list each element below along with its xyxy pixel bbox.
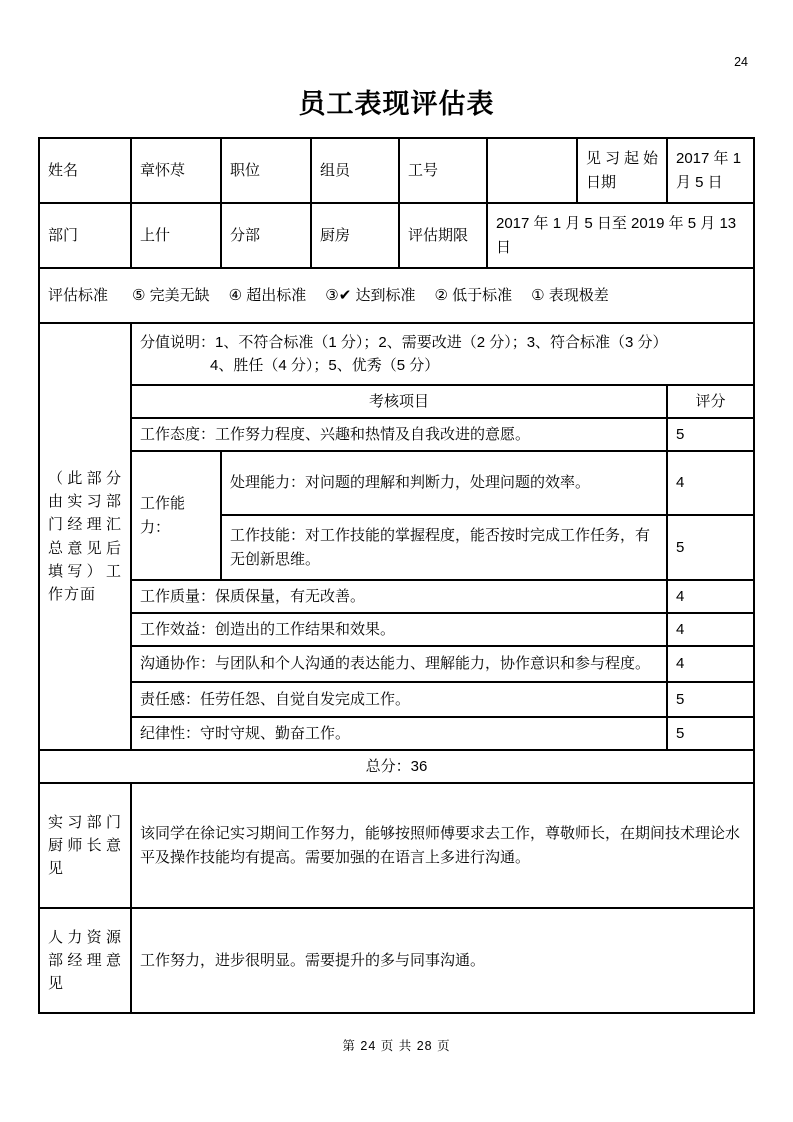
hr-opinion-text: 工作努力，进步很明显。需要提升的多与同事沟通。 (131, 908, 754, 1013)
assessment-items-header: 考核项目 (131, 385, 667, 418)
assessment-score: 5 (667, 418, 754, 451)
score-note-cell (131, 323, 754, 385)
hr-opinion-label: 人力资源部经理意见 (39, 908, 131, 1013)
page-footer: 第 24 页 共 28 页 (342, 1039, 451, 1053)
assessment-score: 5 (667, 717, 754, 750)
row-assessment-header (39, 385, 754, 418)
row-total (39, 750, 754, 783)
assessment-text: 工作效益：创造出的工作结果和效果。 (131, 613, 667, 646)
department-label: 部门 (39, 203, 131, 268)
assessment-score: 4 (667, 613, 754, 646)
row-supervisor-opinion (39, 783, 754, 908)
assessment-row-attitude (39, 418, 754, 451)
employee-id-value (487, 138, 577, 203)
row-hr-opinion (39, 908, 754, 1013)
assessment-score: 4 (667, 580, 754, 613)
position-label: 职位 (221, 138, 311, 203)
assessment-row-communication (39, 646, 754, 682)
assessment-score: 4 (667, 451, 754, 515)
name-label: 姓名 (39, 138, 131, 203)
position-value: 组员 (311, 138, 399, 203)
evaluation-period-value: 2017 年 1 月 5 日至 2019 年 5 月 13 日 (487, 203, 754, 268)
name-value: 章怀荩 (131, 138, 221, 203)
supervisor-opinion-label: 实习部门厨师长意见 (39, 783, 131, 908)
evaluation-period-label: 评估期限 (399, 203, 487, 268)
score-note-line1: 分值说明：1、不符合标准（1 分）；2、需要改进（2 分）；3、符合标准（3 分） (140, 333, 668, 351)
internship-start-value: 2017 年 1 月 5 日 (667, 138, 754, 203)
assessment-text: 工作质量：保质保量，有无改善。 (131, 580, 667, 613)
division-value: 厨房 (311, 203, 399, 268)
assessment-row-responsibility (39, 682, 754, 717)
assessment-row-discipline (39, 717, 754, 750)
assessment-row-handling (39, 451, 754, 515)
assessment-text: 纪律性：守时守规、勤奋工作。 (131, 717, 667, 750)
row-identity (39, 138, 754, 203)
row-department (39, 203, 754, 268)
rating-option-4: ④ 超出标准 (228, 286, 307, 304)
assessment-text: 沟通协作：与团队和个人沟通的表达能力、理解能力，协作意识和参与程度。 (131, 646, 667, 682)
employee-id-label: 工号 (399, 138, 487, 203)
score-note-line2: 4、胜任（4 分）；5、优秀（5 分） (210, 357, 440, 374)
assessment-text: 工作态度：工作努力程度、兴趣和热情及自我改进的意愿。 (131, 418, 667, 451)
assessment-score: 5 (667, 682, 754, 717)
assessment-row-quality (39, 580, 754, 613)
internship-start-label: 见习起始日期 (577, 138, 667, 203)
assessment-score-header: 评分 (667, 385, 754, 418)
assessment-score: 4 (667, 646, 754, 682)
rating-option-5: ⑤ 完美无缺 (132, 286, 210, 304)
assessment-text: 责任感：任劳任怨、自觉自发完成工作。 (131, 682, 667, 717)
supervisor-opinion-text: 该同学在徐记实习期间工作努力，能够按照师傅要求去工作，尊敬师长，在期间技术理论水平及操作技能均有提高。需要加强的在语言上多进行沟通。 (131, 783, 754, 908)
assessment-text: 处理能力：对问题的理解和判断力，处理问题的效率。 (221, 451, 667, 515)
row-score-note (39, 323, 754, 385)
rating-scale-label: 评估标准 (48, 286, 109, 304)
row-rating-scale (39, 268, 754, 323)
assessment-score: 5 (667, 515, 754, 580)
division-label: 分部 (221, 203, 311, 268)
rating-option-3-checked: ③✔ 达到标准 (325, 286, 416, 304)
document-title: 员工表现评估表 (298, 89, 495, 119)
ability-group-label: 工作能力： (131, 451, 221, 580)
assessment-row-effect (39, 613, 754, 646)
evaluation-table (38, 137, 755, 1014)
total-score-label: 总分： (365, 757, 411, 775)
department-value: 上什 (131, 203, 221, 268)
corner-page-number: 24 (734, 55, 748, 69)
assessment-text: 工作技能：对工作技能的掌握程度，能否按时完成工作任务，有无创新思维。 (221, 515, 667, 580)
total-score-value: 36 (410, 757, 428, 775)
rating-option-1: ① 表现极差 (531, 286, 609, 304)
total-score (39, 750, 754, 783)
rating-option-2: ② 低于标准 (434, 286, 513, 304)
section-side-label: （此部分由实习部门经理汇总意见后填写）工作方面 (39, 323, 131, 750)
rating-scale-cell (39, 268, 754, 323)
